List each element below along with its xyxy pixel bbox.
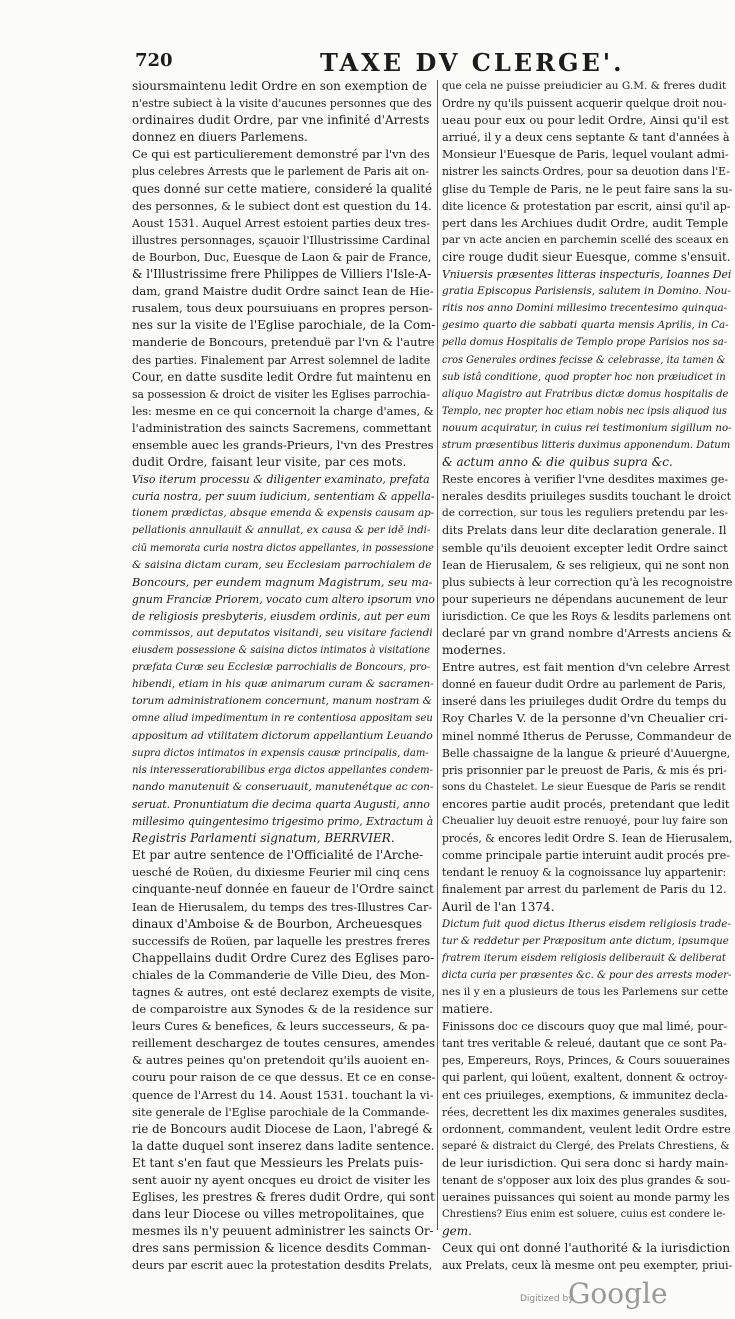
left-column-text-line: rie de Boncours audit Diocese de Laon, l'abregé & <box>132 1121 433 1136</box>
right-column-text-line: donné en faueur dudit Ordre au parlement de Paris, <box>442 678 726 692</box>
right-column-text-line: Roy Charles V. de la personne d'vn Cheualier cri- <box>442 711 728 726</box>
right-column-text-line: nes il y en a plusieurs de tous les Parlemens sur cette <box>442 985 729 998</box>
right-column-text-line: dite licence & protestation par escrit, ainsi qu'il ap- <box>442 199 731 213</box>
right-column-text-line: ritis nos anno Domini millesimo trecentesimo quinqua- <box>442 302 728 315</box>
left-column-text-line: & autres peines qu'on pretendoit qu'ils auoient en- <box>132 1053 430 1068</box>
right-column-text-line: de leur iurisdiction. Qui sera donc si hardy main- <box>442 1155 729 1170</box>
left-column-text-line: deurs par escrit auec la protestation desdits Prelats, <box>132 1259 433 1273</box>
right-column-text-line: comme principale partie interuint audit procés pre- <box>442 849 730 863</box>
right-column-text-line: sub istâ conditione, quod propter hoc non præiudicet in <box>442 371 726 383</box>
left-column-text-line: & l'Illustrissime frere Philippes de Villiers l'Isle-A- <box>132 267 432 282</box>
left-column-text-line: dans leur Diocese ou villes metropolitaines, que <box>132 1207 425 1222</box>
left-column-text-line: chiales de la Commanderie de Ville Dieu, des Mon- <box>132 967 430 982</box>
left-column-text-line: donnez en diuers Parlemens. <box>132 130 308 145</box>
running-head: TAXE DV CLERGE'. <box>320 48 625 77</box>
left-column-text-line: hibendi, etiam in his quæ animarum curam & sacramen- <box>132 678 434 691</box>
left-column-text-line: sioursmaintenu ledit Ordre en son exemption de <box>132 79 427 93</box>
left-column-text-line: nando manutenuit & conseruauit, manutenétque ac con- <box>132 780 434 793</box>
right-column-text-line: Belle chassaigne de la langue & prieuré d'Auuergne, <box>442 746 731 760</box>
left-column-text-line: de comparoistre aux Synodes & de la residence sur <box>132 1002 433 1017</box>
right-column-text-line: ueau pour eux ou pour ledit Ordre, Ainsi qu'il est <box>442 113 729 128</box>
right-column-text-line: aux Prelats, ceux là mesme ont peu exempter, priui- <box>442 1259 732 1273</box>
left-column-text-line: Chappellains dudit Ordre Curez des Eglises paro- <box>132 950 435 965</box>
left-column-text-line: sa possession & droict de visiter les Eglises parrochia- <box>132 387 431 401</box>
left-column-text-line: les: mesme en ce qui concernoit la charge d'ames, & <box>132 404 434 418</box>
left-column-text-line: uesché de Roüen, du dixiesme Feurier mil cinq cens <box>132 866 430 880</box>
left-column-text-line: dudit Ordre, faisant leur visite, par ces mots. <box>132 455 407 470</box>
page-number: 720 <box>135 50 173 71</box>
right-column <box>442 78 732 1275</box>
right-column-text-line: cros Generales ordines fecisse & celebrasse, ita tamen & <box>442 354 726 366</box>
right-column-text-line: tant tres veritable & releué, dautant que ce sont Pa- <box>442 1037 727 1051</box>
left-column-text-line: cinquante-neuf donnée en faueur de l'Ordre sainct <box>132 882 434 897</box>
left-column-text-line: Boncours, per eundem magnum Magistrum, seu ma- <box>132 575 433 589</box>
right-column-text-line: cire rouge dudit sieur Euesque, comme s'ensuit. <box>442 249 731 264</box>
left-column-text-line: Registris Parlamenti signatum, BERRVIER. <box>132 831 395 846</box>
right-column-text-line: que cela ne puisse preiudicier au G.M. & freres dudit <box>442 80 727 92</box>
right-column-text-line: ueraines puissances qui soient au monde parmy les <box>442 1191 730 1205</box>
right-column-text-line: gem. <box>442 1224 472 1239</box>
right-column-text-line: Auril de l'an 1374. <box>442 899 555 914</box>
right-column-text-line: Dictum fuit quod dictus Itherus eisdem religiosis trade- <box>442 917 731 930</box>
right-column-text-line: rées, decrettent les dix maximes generales susdites, <box>442 1105 728 1119</box>
right-column-text-line: tenant de s'opposer aux loix des plus grandes & sou- <box>442 1174 731 1187</box>
left-column-text-line: des personnes, & le subiect dont est question du 14. <box>132 199 432 213</box>
right-column-text-line: pour superieurs ne dépendans aucunement de leur <box>442 592 728 606</box>
right-column-text-line: declaré par vn grand nombre d'Arrests anciens & <box>442 626 732 640</box>
left-column-text-line: ques donné sur cette matiere, consideré la qualité <box>132 181 433 196</box>
left-column-text-line: torum administrationem concernunt, manum nostram & <box>132 695 432 708</box>
left-column-text-line: la datte duquel sont inserez dans ladite sentence. <box>132 1138 435 1153</box>
left-column-text-line: supra dictos intimatos in expensis causæ principalis, dam- <box>132 747 429 759</box>
right-column-text-line: tur & reddetur per Præpositum ante dictum, ipsumque <box>442 934 729 947</box>
left-column-text-line: ensemble auec les grands-Prieurs, l'vn des Prestres <box>132 437 434 452</box>
left-column-text-line: leurs Cures & benefices, & leurs successeurs, & pa- <box>132 1020 430 1034</box>
left-column-text-line: des parties. Finalement par Arrest solemnel de ladite <box>132 353 431 367</box>
left-column-text-line: Cour, en datte susdite ledit Ordre fut maintenu en <box>132 369 432 384</box>
right-column-text-line: fratrem iterum eisdem religiosis deliberauit & deliberat <box>442 952 726 964</box>
right-column-text-line: nerales desdits priuileges susdits touchant le droict <box>442 490 732 504</box>
right-column-text-line: Entre autres, est fait mention d'vn celebre Arrest <box>442 660 730 675</box>
left-column-text-line: manderie de Boncours, pretenduë par l'vn & l'autre <box>132 335 435 350</box>
left-column-text-line: tionem prædictas, absque emenda & expensis causam ap- <box>132 507 435 520</box>
right-column-text-line: Vniuersis præsentes litteras inspecturis, Ioannes Dei <box>442 268 732 282</box>
right-column-text-line: Templo, nec propter hoc etiam nobis nec ipsis aliquod ius <box>442 405 727 417</box>
left-column-text-line: commissos, aut deputatos visitandi, seu visitare faciendi <box>132 627 433 639</box>
right-column-text-line: encores partie audit procés, pretendant que ledit <box>442 796 730 811</box>
left-column-text-line: nis interesseratiorabilibus erga dictos appellantes condem- <box>132 764 434 776</box>
left-column-text-line: site generale de l'Eglise parochiale de la Commande- <box>132 1105 430 1119</box>
left-column-text-line: dres sans permission & licence desdits Comman- <box>132 1241 431 1256</box>
digitized-by-google-watermark: Digitized by Google <box>520 1277 668 1310</box>
right-column-text-line: aliquo Magistro aut Fratribus dictæ domus hospitalis de <box>442 388 729 400</box>
right-column-text-line: plus subiects à leur correction qu'à les recognoistre <box>442 575 732 589</box>
left-column-text-line: Et tant s'en faut que Messieurs les Prelats puis- <box>132 1155 424 1170</box>
right-column-text-line: iurisdiction. Ce que les Roys & lesdits parlemens ont <box>442 609 731 623</box>
left-column-text-line: nes sur la visite de l'Eglise parochiale, de la Com- <box>132 318 435 333</box>
right-column-text-line: separé & distraict du Clergé, des Prelats Chrestiens, & <box>442 1139 730 1152</box>
right-column-text-line: nistrer les saincts Ordres, pour sa deuotion dans l'E- <box>442 165 730 179</box>
right-column-text-line: pes, Empereurs, Roys, Princes, & Cours souueraines <box>442 1054 730 1068</box>
right-column-text-line: Chrestiens? Eius enim est soluere, cuius est condere le- <box>442 1209 726 1221</box>
right-column-text-line: Reste encores à verifier l'vne desdites maximes ge- <box>442 473 729 487</box>
right-column-text-line: matiere. <box>442 1002 493 1017</box>
left-column-text-line: couru pour raison de ce que dessus. Et ce en conse- <box>132 1070 435 1085</box>
right-column-text-line: glise du Temple de Paris, ne le peut faire sans la su- <box>442 182 732 196</box>
right-column-text-line: ordonnent, commandent, veulent ledit Ordre estre <box>442 1122 731 1136</box>
left-column <box>132 78 435 1275</box>
left-column-text-line: præfata Curæ seu Ecclesiæ parrochialis de Boncours, pro- <box>132 662 431 674</box>
right-column-text-line: Cheualier luy deuoit estre renuoyé, pour luy faire son <box>442 815 729 828</box>
left-column-text-line: de religiosis presbyteris, eiusdem ordinis, aut per eum <box>132 609 431 623</box>
right-column-text-line: pris prisonnier par le preuost de Paris, & mis és pri- <box>442 763 727 777</box>
right-column-text-line: dits Prelats dans leur dite declaration generale. Il <box>442 524 727 538</box>
left-column-text-line: dinaux d'Amboise & de Bourbon, Archeuesques <box>132 916 423 931</box>
left-column-text-line: illustres personnages, sçauoir l'Illustrissime Cardinal <box>132 233 430 247</box>
left-column-text-line: omne aliud impedimentum in re contentiosa appositam seu <box>132 713 433 725</box>
right-column-text-line: strum præsentibus litteris duximus apponendum. Datum <box>442 439 731 451</box>
right-column-text-line: sons du Chastelet. Le sieur Euesque de Paris se rendit <box>442 780 726 793</box>
right-column-text-line: par vn acte ancien en parchemin scellé des sceaux en <box>442 233 729 246</box>
right-column-text-line: de correction, sur tous les reguliers pretendu par les- <box>442 507 728 520</box>
left-column-text-line: Eglises, les prestres & freres dudit Ordre, qui sont <box>132 1190 435 1205</box>
left-column-text-line: millesimo quingentesimo trigesimo primo, Extractum à <box>132 815 434 829</box>
left-column-text-line: rusalem, tous deux poursuiuans en propres person- <box>132 301 433 316</box>
right-column-text-line: gratia Episcopus Parisiensis, salutem in Domino. Nou- <box>442 285 731 298</box>
column-rule <box>437 80 438 1230</box>
left-column-text-line: pellationis annullauit & annullat, ex causa & per idē indi- <box>132 524 431 537</box>
left-column-text-line: Aoust 1531. Auquel Arrest estoient parties deux tres- <box>132 216 430 230</box>
right-column-text-line: ent ces priuileges, exemptions, & immunitez decla- <box>442 1088 729 1102</box>
right-column-text-line: semble qu'ils deuoient excepter ledit Ordre sainct <box>442 541 728 555</box>
left-column-text-line: seruat. Pronuntiatum die decima quarta Augusti, anno <box>132 797 430 811</box>
left-column-text-line: mesmes ils n'y peuuent administrer les saincts Or- <box>132 1224 434 1239</box>
left-column-text-line: successifs de Roüen, par laquelle les prestres freres <box>132 934 431 948</box>
left-column-text-line: l'administration des saincts Sacremens, commettant <box>132 421 432 435</box>
left-column-text-line: Iean de Hierusalem, du temps des tres-Illustres Car- <box>132 900 433 914</box>
right-column-text-line: Ordre ny qu'ils puissent acquerir quelque droit nou- <box>442 97 727 111</box>
left-column-text-line: eiusdem possessione & saisina dictos intimatos à visitatione <box>132 645 431 657</box>
left-column-text-line: ciū memorata curia nostra dictos appellantes, in possessione <box>132 542 434 554</box>
left-column-text-line: Ce qui est particulierement demonstré par l'vn des <box>132 147 430 162</box>
right-column-text-line: qui parlent, qui loüent, exaltent, donnent & octroy- <box>442 1071 728 1085</box>
right-column-text-line: Finissons doc ce discours quoy que mal limé, pour- <box>442 1020 728 1034</box>
right-column-text-line: minel nommé Itherus de Perusse, Commandeur de <box>442 729 732 743</box>
left-column-text-line: Viso iterum processu & diligenter examinato, prefata <box>132 473 430 487</box>
left-column-text-line: & saisina dictam curam, seu Ecclesiam parrochialem de <box>132 558 432 571</box>
left-column-text-line: ordinaires dudit Ordre, par vne infinité d'Arrests <box>132 113 430 128</box>
right-column-text-line: pert dans les Archiues dudit Ordre, audit Temple <box>442 215 729 230</box>
right-column-text-line: Ceux qui ont donné l'authorité & la iurisdiction <box>442 1241 731 1256</box>
right-column-text-line: Monsieur l'Euesque de Paris, lequel voulant admi- <box>442 148 729 162</box>
left-column-text-line: reillement deschargez de toutes censures, amendes <box>132 1036 435 1051</box>
right-column-text-line: procés, & encores ledit Ordre S. Iean de Hierusalem, <box>442 832 732 846</box>
right-column-text-line: gesimo quarto die sabbati quarta mensis Aprilis, in Ca- <box>442 319 729 332</box>
left-column-text-line: appositum ad vtilitatem dictorum appellantium Leuando <box>132 729 433 742</box>
left-column-text-line: tagnes & autres, ont esté declarez exempts de visite, <box>132 985 435 999</box>
left-column-text-line: Et par autre sentence de l'Officialité de l'Arche- <box>132 848 424 863</box>
right-column-text-line: inseré dans les priuileges dudit Ordre du temps du <box>442 695 727 709</box>
right-column-text-line: arriué, il y a deux cens septante & tant d'années à <box>442 131 730 145</box>
left-column-text-line: de Bourbon, Duc, Euesque de Laon & pair de France, <box>132 250 432 264</box>
left-column-text-line: curia nostra, per suum iudicium, sententiam & appella- <box>132 490 435 504</box>
right-column-text-line: dicta curia per præsentes &c. & pour des arrests moder- <box>442 969 732 981</box>
right-column-text-line: nouum acquiratur, in cuius rei testimonium sigillum no- <box>442 421 732 434</box>
left-column-text-line: quence de l'Arrest du 14. Aoust 1531. touchant la vi- <box>132 1088 434 1102</box>
left-column-text-line: gnum Franciæ Priorem, vocato cum altero ipsorum vno <box>132 592 435 606</box>
right-column-text-line: & actum anno & die quibus supra &c. <box>442 455 673 470</box>
right-column-text-line: tendant le renuoy & la cognoissance luy appartenir: <box>442 866 727 880</box>
right-column-text-line: Iean de Hierusalem, & ses religieux, qui ne sont non <box>442 558 730 572</box>
left-column-text-line: sent auoir ny ayent oncques eu droict de visiter les <box>132 1173 431 1187</box>
right-column-text-line: pella domus Hospitalis de Templo prope Parisios nos sa- <box>442 337 728 349</box>
left-column-text-line: plus celebres Arrests que le parlement de Paris ait on- <box>132 165 430 179</box>
right-column-text-line: modernes. <box>442 643 506 658</box>
left-column-text-line: n'estre subiect à la visite d'aucunes personnes que des <box>132 97 432 111</box>
right-column-text-line: finalement par arrest du parlement de Paris du 12. <box>442 883 727 897</box>
left-column-text-line: dam, grand Maistre dudit Ordre sainct Iean de Hie- <box>132 284 434 299</box>
